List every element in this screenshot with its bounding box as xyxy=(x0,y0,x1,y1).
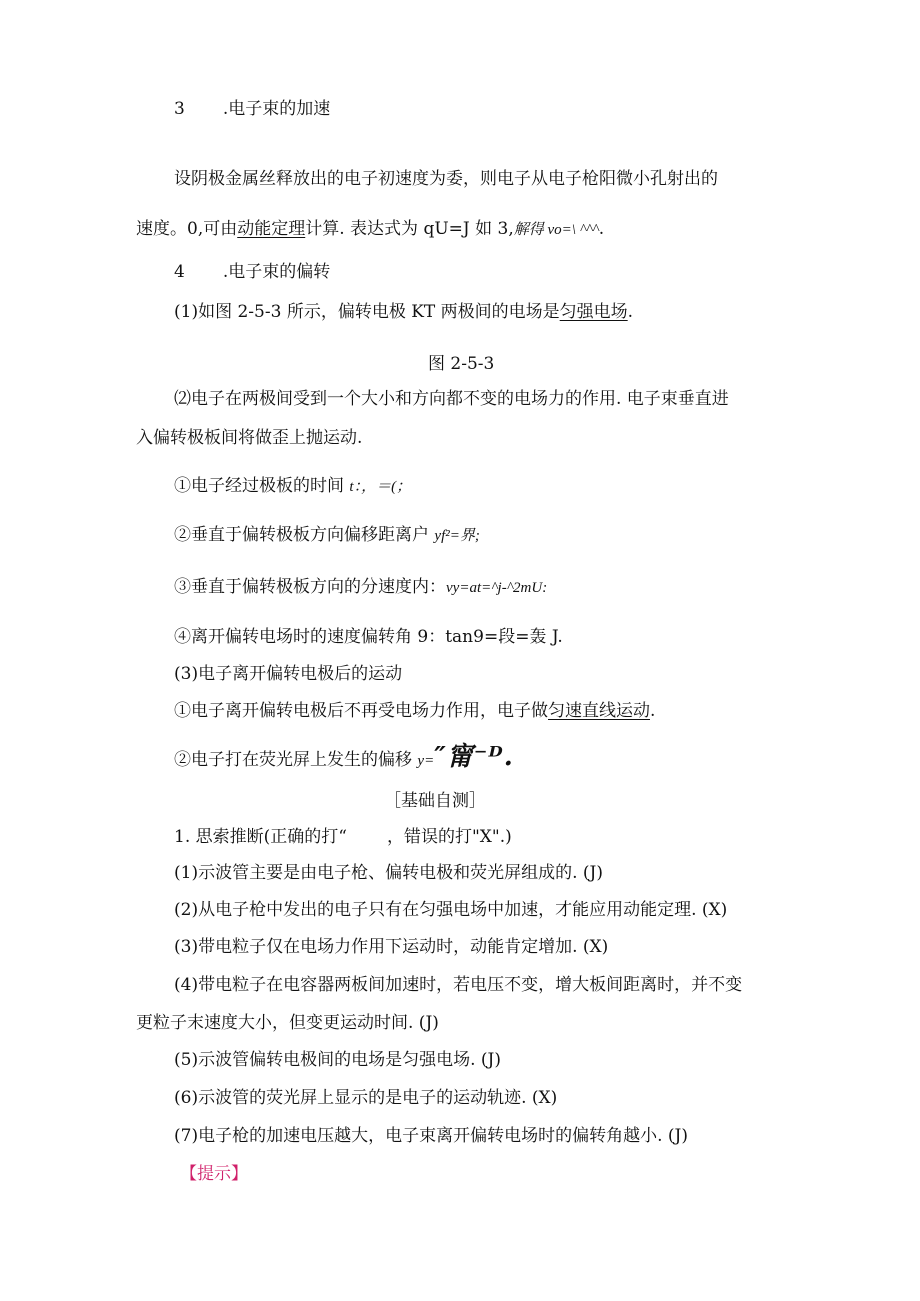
paragraph-line: 入偏转极板间将做歪上抛运动. xyxy=(136,428,363,448)
section-number: 3 xyxy=(174,99,185,119)
formula-garbled: ″甯⁻ᴰ. xyxy=(434,742,514,772)
list-item: ①电子经过极板的时间 t：，＝(； xyxy=(174,476,412,496)
term-uniform-field: 匀强电场 xyxy=(559,302,628,322)
question-item: (5)示波管偏转电极间的电场是匀强电场. (J) xyxy=(174,1050,501,1070)
question-item: (2)从电子枪中发出的电子只有在匀强电场中加速，才能应用动能定理. (X) xyxy=(174,900,728,920)
term-uniform-linear-motion: 匀速直线运动 xyxy=(548,701,650,721)
paragraph-line: 设阴极金属丝释放出的电子初速度为委，则电子从电子枪阳微小孔射出的 xyxy=(174,169,718,189)
list-item: ③垂直于偏转极板方向的分速度内：vy=at=^j-^2mU: xyxy=(174,577,548,597)
list-item: ②电子打在荧光屏上发生的偏移 y=″甯⁻ᴰ. xyxy=(174,742,514,772)
formula: yf²=界; xyxy=(434,528,480,544)
paragraph-line: 速度。0,可由动能定理计算. 表达式为 qU=J 如 3,解得 vo=\ ^^^. xyxy=(136,219,605,239)
section-heading-basic-test: ［基础自测］ xyxy=(384,791,486,811)
paragraph-line: (1)如图 2-5-3 所示，偏转电极 KT 两极间的电场是匀强电场. xyxy=(174,302,634,322)
section-number: 4 xyxy=(174,262,185,282)
formula: vy=at=^j-^2mU: xyxy=(446,580,548,596)
question-item: (7)电子枪的加速电压越大，电子束离开偏转电场时的偏转角越小. (J) xyxy=(174,1126,688,1146)
term-kinetic-energy-theorem: 动能定理 xyxy=(237,219,306,239)
paragraph-line: (3)电子离开偏转电极后的运动 xyxy=(174,664,403,684)
question-item: 更粒子末速度大小，但变更运动时间. (J) xyxy=(136,1013,439,1033)
section-4-heading xyxy=(174,260,330,284)
question-item: (1)示波管主要是由电子枪、偏转电极和荧光屏组成的. (J) xyxy=(174,863,603,883)
list-item: ④离开偏转电场时的速度偏转角 9：tan9=段=轰 J. xyxy=(174,627,563,647)
section-title: .电子束的加速 xyxy=(222,99,331,119)
formula: t：，＝(； xyxy=(349,479,412,495)
list-item: ①电子离开偏转电极后不再受电场力作用，电子做匀速直线运动. xyxy=(174,701,656,721)
section-3-heading xyxy=(174,97,330,121)
question-item: (6)示波管的荧光屏上显示的是电子的运动轨迹. (X) xyxy=(174,1088,558,1108)
question-heading: 1. 思索推断(正确的打“ ，错误的打"X".) xyxy=(174,827,512,847)
paragraph-line: ⑵电子在两极间受到一个大小和方向都不变的电场力的作用. 电子束垂直进 xyxy=(174,389,729,409)
hint-label: 【提示】 xyxy=(180,1164,248,1184)
list-item: ②垂直于偏转极板方向偏移距离户 yf²=界; xyxy=(174,525,480,545)
formula: y= xyxy=(417,753,435,769)
question-item: (3)带电粒子仅在电场力作用下运动时，动能肯定增加. (X) xyxy=(174,937,609,957)
question-item: (4)带电粒子在电容器两板间加速时，若电压不变，增大板间距离时，并不变 xyxy=(174,975,743,995)
formula: 解得 vo=\ ^^^ xyxy=(513,222,599,238)
section-title: .电子束的偏转 xyxy=(222,262,331,282)
figure-caption: 图 2-5-3 xyxy=(428,354,495,374)
